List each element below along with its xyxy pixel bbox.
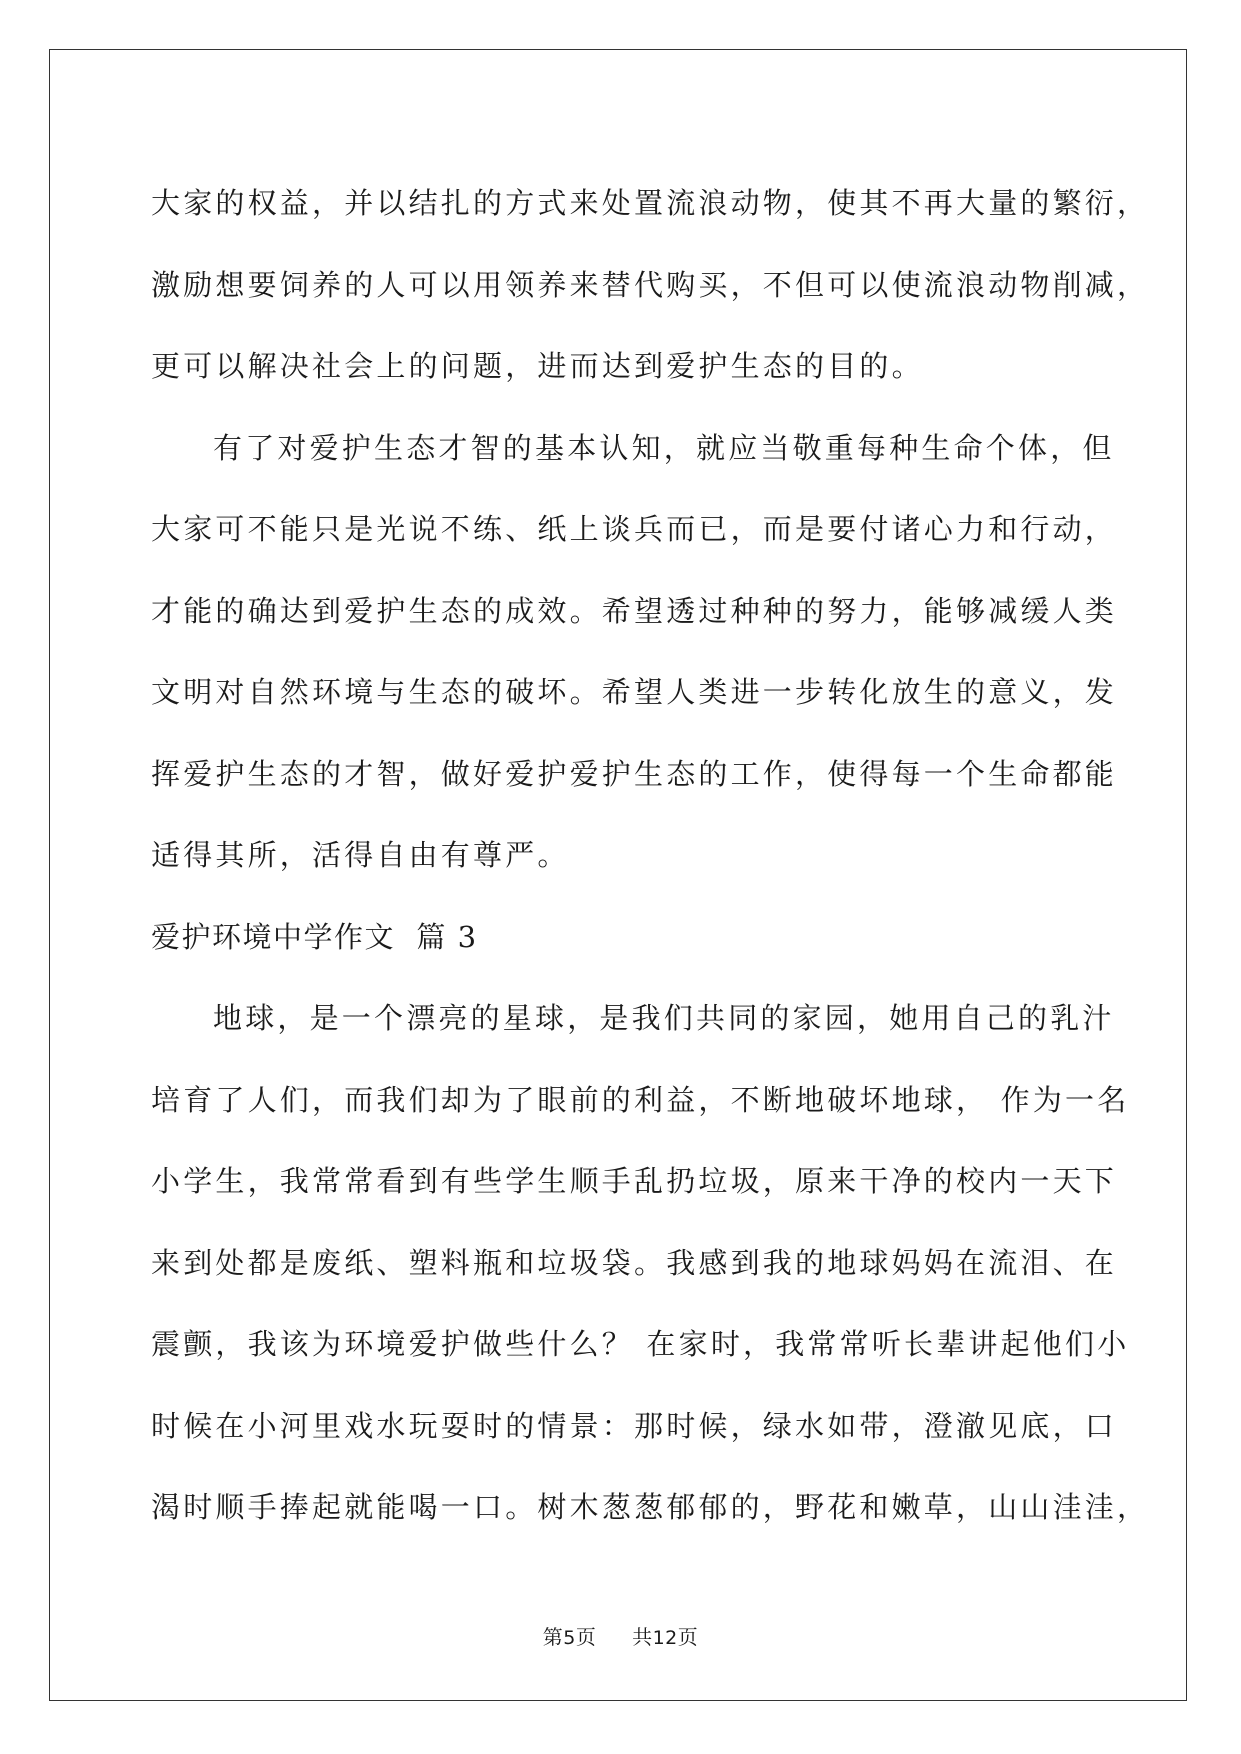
- text-line: 大家的权益，并以结扎的方式来处置流浪动物，使其不再大量的繁衍，: [151, 186, 1150, 220]
- total-suffix: 页: [677, 1625, 699, 1649]
- text-line: 小学生，我常常看到有些学生顺手乱扔垃圾，原来干净的校内一天下: [151, 1164, 1118, 1198]
- paragraph-start-line: 有了对爱护生态才智的基本认知，就应当敬重每种生命个体，但: [213, 430, 1115, 465]
- paragraph-start-line: 地球，是一个漂亮的星球，是我们共同的家园，她用自己的乳汁: [213, 1001, 1115, 1035]
- total-prefix: 共: [632, 1625, 653, 1649]
- page-number: [543, 1625, 603, 1649]
- text-line: 震颤，我该为环境爱护做些什么？ 在家时，我常常听长辈讲起他们小: [151, 1327, 1130, 1361]
- total-pages: 12: [652, 1627, 678, 1649]
- text-line: 适得其所，活得自由有尊严。: [151, 838, 570, 872]
- page-suffix: 页: [575, 1625, 597, 1649]
- page-footer: [0, 1621, 1241, 1650]
- current-page: 5: [563, 1627, 576, 1649]
- text-line: 来到处都是废纸、塑料瓶和垃圾袋。我感到我的地球妈妈在流泪、在: [151, 1245, 1118, 1280]
- text-line: 激励想要饲养的人可以用领养来替代购买，不但可以使流浪动物削减，: [151, 267, 1150, 302]
- page-total: [632, 1625, 698, 1649]
- text-line: 才能的确达到爱护生态的成效。希望透过种种的努力，能够减缓人类: [151, 593, 1118, 628]
- section-heading: 爱护环境中学作文 篇 3: [151, 919, 478, 954]
- text-line: 时候在小河里戏水玩耍时的情景：那时候，绿水如带，澄澈见底，口: [151, 1408, 1118, 1443]
- text-line: 培育了人们，而我们却为了眼前的利益，不断地破坏地球， 作为一名: [151, 1082, 1130, 1117]
- text-line: 渴时顺手捧起就能喝一口。树木葱葱郁郁的，野花和嫩草，山山洼洼，: [151, 1490, 1150, 1524]
- text-line: 更可以解决社会上的问题，进而达到爱护生态的目的。: [151, 349, 924, 383]
- text-line: 大家可不能只是光说不练、纸上谈兵而已，而是要付诸心力和行动，: [151, 512, 1118, 546]
- text-line: 文明对自然环境与生态的破坏。希望人类进一步转化放生的意义，发: [151, 675, 1118, 709]
- document-body: [151, 163, 1150, 1549]
- text-line: 挥爱护生态的才智，做好爱护爱护生态的工作，使得每一个生命都能: [151, 756, 1118, 791]
- page-prefix: 第: [542, 1625, 564, 1649]
